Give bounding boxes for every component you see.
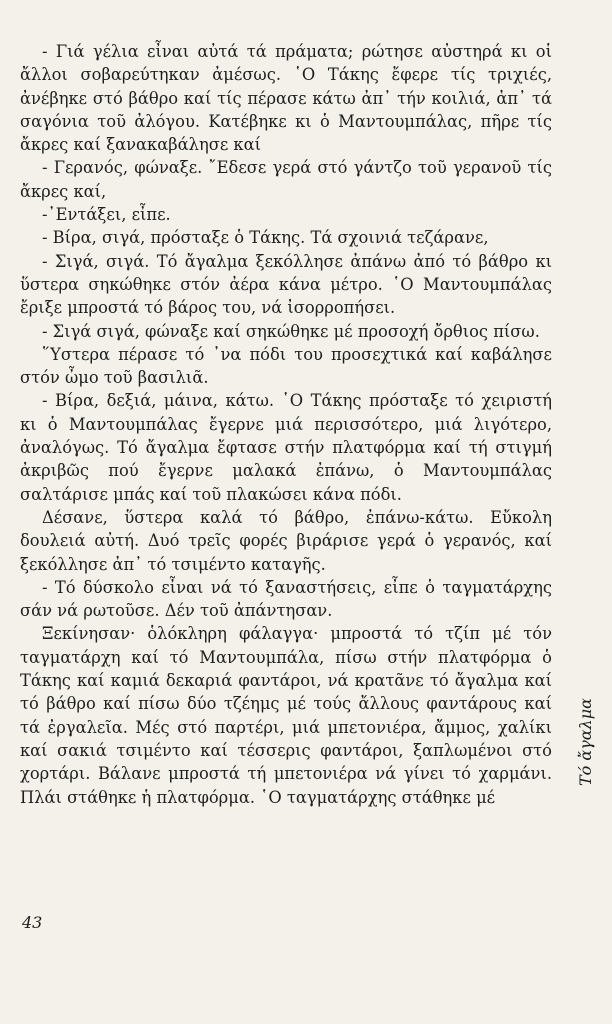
page-text-block <box>20 40 552 920</box>
paragraph: Δέσανε, ὕστερα καλά τό βάθρο, ἐπάνω-κάτω. Εὔκολη δουλειά αὐτή. Δυό τρεῖς φορές βιράρισε γερά ὁ γερανός, καί ξεκόλλησε ἀπ᾽ τό τσιμέντο καταγῆς. <box>20 507 552 574</box>
paragraph: - Σιγά σιγά, φώναξε καί σηκώθηκε μέ προσοχή ὄρθιος πίσω. <box>42 321 540 341</box>
paragraph: - Τό δύσκολο εἶναι νά τό ξαναστήσεις, εἶπε ὁ ταγματάρχης σάν νά ρωτοῦσε. Δέν τοῦ ἀπάντησαν. <box>20 577 552 621</box>
paragraph: -᾽Εντάξει, εἶπε. <box>42 205 171 225</box>
paragraph: - Σιγά, σιγά. Τό ἄγαλμα ξεκόλλησε ἀπάνω ἀπό τό βάθρο κι ὕστερα σηκώθηκε στόν ἀέρα κάνα μέτρο. ῾Ο Μαντουμπάλας ἔριξε μπροστά τό βάρος του, νά ἰσορροπήσει. <box>20 251 552 318</box>
page-number: 43 <box>22 913 43 932</box>
paragraph: - Γερανός, φώναξε. ῎Εδεσε γερά στό γάντζο τοῦ γερανοῦ τίς ἄκρες καί, <box>20 158 552 201</box>
running-title: Τό ἄγαλμα <box>576 698 595 786</box>
paragraph: - Βίρα, δεξιά, μάινα, κάτω. ῾Ο Τάκης πρόσταξε τό χειριστή κι ὁ Μαντουμπάλας ἔγερνε μιά περισσότερο, μιά λιγότερο, ἀναλόγως. Τό ἄγαλμα ἔφτασε στήν πλατφόρμα καί τή στιγμή ἀκριβῶς πού ἔγερνε μαλακά ἐπάνω, ὁ Μαντουμπάλας σαλτάρισε μπάς καί τοῦ πλακώσει κάνα πόδι. <box>20 391 552 504</box>
paragraph: Ξεκίνησαν· ὁλόκληρη φάλαγγα· μπροστά τό τζίπ μέ τόν ταγματάρχη καί τό Μαντουμπάλα, πίσω στήν πλατφόρμα ὁ Τάκης καί καμιά δεκαριά φαντάροι, νά κρατᾶνε τό ἄγαλμα καί τό βάθρο καί πίσω δύο τζέημς μέ τούς ἄλλους φαντάρους καί τά ἐργαλεῖα. Μές στό παρτέρι, μιά μπετονιέρα, ἄμμος, χαλίκι καί σακιά τσιμέντο καί τέσσερις φαντάροι, ξαπλωμένοι στό χορτάρι. Βάλανε μπροστά τή μπετονιέρα νά γίνει τό χαρμάνι. Πλάι στάθηκε ἡ πλατφόρμα. ῾Ο ταγματάρχης στάθηκε μέ <box>20 624 552 807</box>
paragraph: - Βίρα, σιγά, πρόσταξε ὁ Τάκης. Τά σχοινιά τεζάρανε, <box>42 228 489 248</box>
paragraph: ῞Υστερα πέρασε τό ᾽να πόδι του προσεχτικά καί καβάλησε στόν ὦμο τοῦ βασιλιᾶ. <box>20 344 552 388</box>
paragraph: - Γιά γέλια εἶναι αὐτά τά πράματα; ρώτησε αὐστηρά κι οἱ ἄλλοι σοβαρεύτηκαν ἀμέσως. ῾Ο Τάκης ἔφερε τίς τριχιές, ἀνέβηκε στό βάθρο καί τίς πέρασε κάτω ἀπ᾽ τήν κοιλιά, ἀπ᾽ τά σαγόνια τοῦ ἀλόγου. Κατέβηκε κι ὁ Μαντουμπάλας, πῆρε τίς ἄκρες καί ξανακαβάλησε καί <box>20 42 552 155</box>
